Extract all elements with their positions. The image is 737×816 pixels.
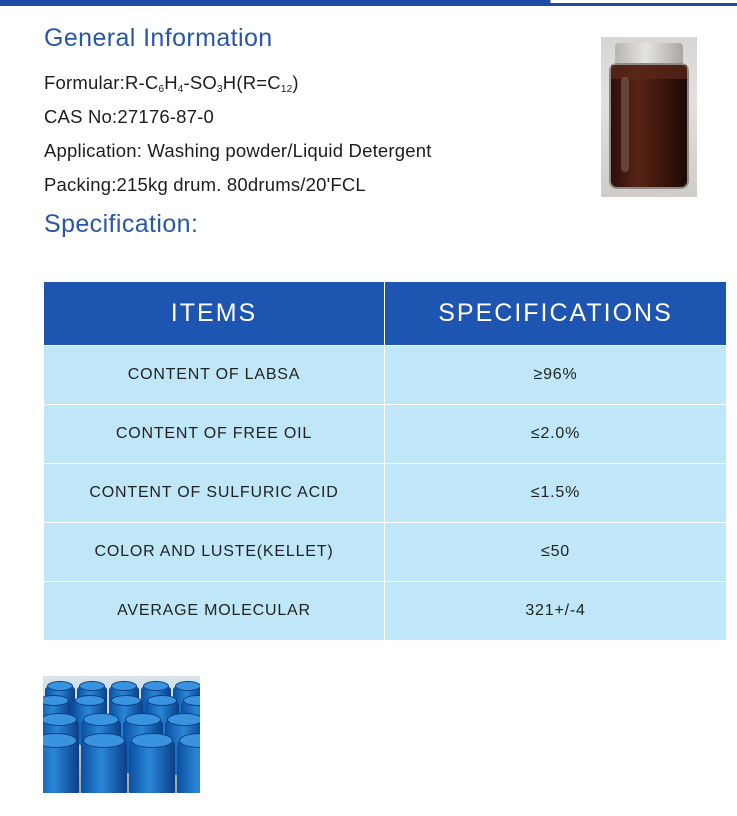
table-row xyxy=(44,582,727,641)
product-jar-photo xyxy=(601,37,697,197)
drums-photo xyxy=(43,676,200,793)
drum-lid xyxy=(143,681,169,691)
header-specifications: SPECIFICATIONS xyxy=(385,282,727,346)
formula-subscript: 3 xyxy=(217,84,223,95)
drum-lid xyxy=(83,713,119,726)
drum-lid xyxy=(167,713,200,726)
formula-part: R-C xyxy=(124,72,159,93)
drum-lid xyxy=(75,695,105,706)
drum-lid xyxy=(79,681,105,691)
formula-subscript: 4 xyxy=(177,84,184,95)
formula-line xyxy=(44,72,299,95)
drum-lid xyxy=(175,681,200,691)
table-row xyxy=(44,464,727,523)
formula-part: H(R=C xyxy=(222,72,281,93)
formula-part: -SO xyxy=(183,72,218,93)
formula-label: Formular: xyxy=(44,72,125,93)
drum-lid xyxy=(83,733,125,748)
item-cell: CONTENT OF FREE OIL xyxy=(44,405,385,464)
spec-cell: ≤2.0% xyxy=(385,405,727,464)
jar-shine xyxy=(621,77,629,172)
header-items: ITEMS xyxy=(44,282,385,346)
drum-lid xyxy=(47,681,73,691)
spec-cell: ≤1.5% xyxy=(385,464,727,523)
item-cell: COLOR AND LUSTE(KELLET) xyxy=(44,523,385,582)
packing-line: Packing:215kg drum. 80drums/20'FCL xyxy=(44,174,366,195)
drum-lid xyxy=(125,713,161,726)
spec-cell: 321+/-4 xyxy=(385,582,727,641)
drum-lid xyxy=(111,681,137,691)
formula-part: H xyxy=(164,72,178,93)
item-cell: CONTENT OF SULFURIC ACID xyxy=(44,464,385,523)
table-row xyxy=(44,346,727,405)
formula-subscript: 6 xyxy=(158,84,165,95)
table-row xyxy=(44,405,727,464)
drum-lid xyxy=(111,695,141,706)
top-accent-tab xyxy=(550,0,737,3)
spec-cell: ≥96% xyxy=(385,346,727,405)
drum-lid xyxy=(131,733,173,748)
item-cell: AVERAGE MOLECULAR xyxy=(44,582,385,641)
jar-lid xyxy=(615,43,683,65)
formula-subscript: 12 xyxy=(280,84,293,95)
specification-table xyxy=(43,281,727,641)
spec-cell: ≤50 xyxy=(385,523,727,582)
drum-lid xyxy=(147,695,177,706)
specification-title: Specification: xyxy=(44,210,199,238)
cas-number: CAS No:27176-87-0 xyxy=(44,106,214,127)
table-row xyxy=(44,523,727,582)
table-header-row xyxy=(44,282,727,346)
formula-part: ) xyxy=(292,72,299,93)
application-line: Application: Washing powder/Liquid Detergent xyxy=(44,140,432,161)
general-information-title: General Information xyxy=(44,24,273,52)
item-cell: CONTENT OF LABSA xyxy=(44,346,385,405)
